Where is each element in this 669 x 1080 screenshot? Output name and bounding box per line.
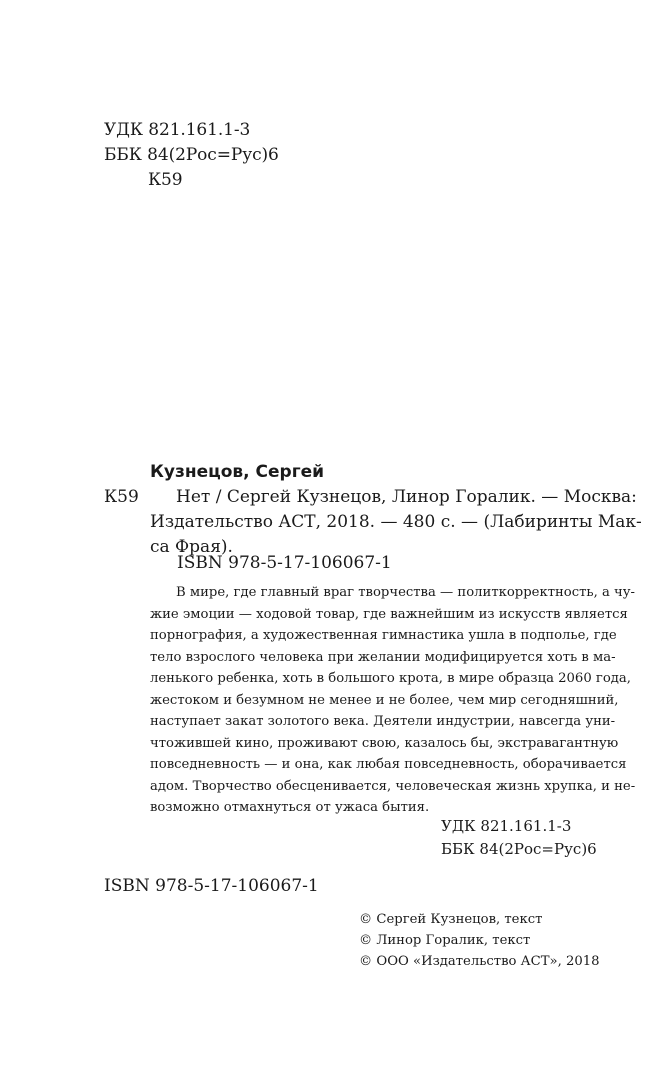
classification-block <box>104 118 279 193</box>
annotation-line: возможно отмахнуться от ужаса бытия. <box>150 800 430 815</box>
isbn-bottom: ISBN 978-5-17-106067-1 <box>104 876 319 896</box>
description-line: Нет / Сергей Кузнецов, Линор Горалик. — Москва: <box>176 487 637 507</box>
description-line: Издательство АСТ, 2018. — 480 с. — (Лабиринты Мак- <box>150 512 642 532</box>
bbk-code: ББК 84(2Рос=Рус)6 <box>104 145 279 165</box>
annotation-line: жие эмоции — ходовой товар, где важнейшим из искусств является <box>150 606 628 622</box>
copyright-block <box>359 909 600 972</box>
annotation-line: ленького ребенка, хоть в большого крота, в мире образца 2060 года, <box>150 671 631 686</box>
bbk-code-right: ББК 84(2Рос=Рус)6 <box>441 840 597 858</box>
annotation-line: чтожившей кино, проживают свою, казалось бы, экстравагантную <box>150 735 619 751</box>
udk-code: УДК 821.161.1-3 <box>104 120 251 140</box>
annotation-line: порнография, а художественная гимнастика ушла в подполье, где <box>150 628 617 643</box>
copyright-line: © Линор Горалик, текст <box>359 933 531 948</box>
annotation-line: повседневность — и она, как любая повседневность, оборачивается <box>150 757 627 772</box>
author-mark: К59 <box>148 170 183 190</box>
entry-isbn: ISBN 978-5-17-106067-1 <box>177 553 392 573</box>
copyright-line: © Сергей Кузнецов, текст <box>359 912 543 927</box>
copyright-line: © ООО «Издательство АСТ», 2018 <box>359 954 600 969</box>
entry-description <box>150 485 642 560</box>
entry-author: Кузнецов, Сергей <box>150 462 325 482</box>
annotation-line: В мире, где главный враг творчества — политкорректность, а чу- <box>176 585 635 600</box>
annotation-line: адом. Творчество обесценивается, человеческая жизнь хрупка, и не- <box>150 778 636 794</box>
classification-block-right <box>441 815 597 861</box>
annotation-line: жестоком и безумном не менее и не более, чем мир сегодняшний, <box>150 692 619 708</box>
annotation-paragraph <box>150 582 636 819</box>
annotation-line: наступает закат золотого века. Деятели индустрии, навсегда уни- <box>150 714 616 729</box>
annotation-line: тело взрослого человека при желании модифицируется хоть в ма- <box>150 649 616 665</box>
udk-code-right: УДК 821.161.1-3 <box>441 817 572 835</box>
description-line: са Фрая). <box>150 537 233 557</box>
entry-author-mark: К59 <box>104 487 139 507</box>
